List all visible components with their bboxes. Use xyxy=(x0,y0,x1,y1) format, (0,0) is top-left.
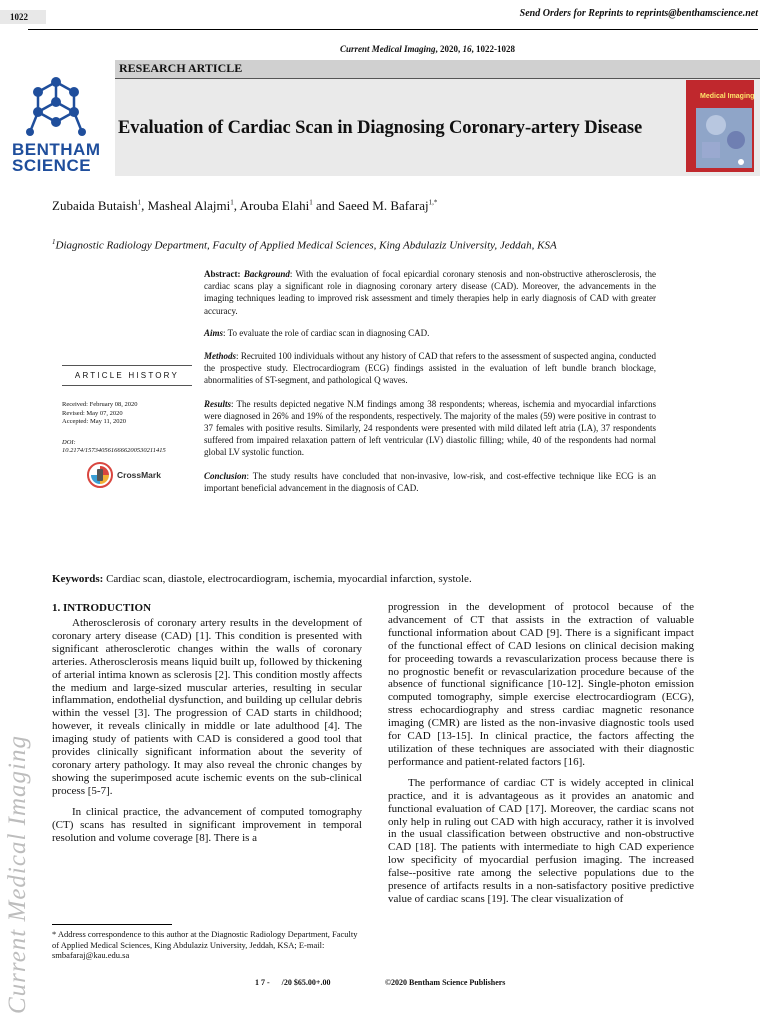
author-name: Saeed M. Bafaraj xyxy=(338,198,429,213)
journal-name: Current Medical Imaging xyxy=(340,44,436,54)
body-paragraph: progression in the development of protocol because of the advancement of CT that assists in the extraction of valuable functional information about CAD [9]. There is a significant impact of the functional effect of CAD lesions on clinical decision making for proceeding towards a revascularization process because there is no prognostic benefit or revascularization procedure because of the absence of functional significance [10-12]. Single-photon emission computed tomography, simple exercise electrocardiogram (ECG), stress echocardiography and stress cardiac magnetic resonance imaging (CMR) are listed as the non-invasive diagnostic tools used for CAD [13-15]. In clinical practice, the factors affecting the utilization of these techniques are associated with their diagnostic performance and patient-related factors [16]. xyxy=(388,601,694,768)
author-list xyxy=(52,198,437,214)
section-label: RESEARCH ARTICLE xyxy=(119,61,243,75)
body-paragraph: In clinical practice, the advancement of computed tomography (CT) scans has resulted in significant improvement in temporal resolution and volume coverage [8]. There is a xyxy=(52,805,362,844)
author-affiliation-marker: 1,* xyxy=(428,198,438,207)
revised-date: Revised: May 07, 2020 xyxy=(62,409,123,417)
author-separator: and xyxy=(312,198,339,213)
abstract-aims xyxy=(204,327,656,339)
body-paragraph: The performance of cardiac CT is widely accepted in clinical practice, and it is advantageous as it provides an anatomic and functional evaluation of CAD [17]. Moreover, the cardiac scans not only help in ruling out CAD with high accuracy, rather it is involved in the usual classification between obstructive and non-obstructive CAD [18]. The patients with intermediate to high CAD experience low specificity of myocardial perfusion imaging. The increased false--positive rate among the selective populations due to the presence of artifacts results in a non-satisfactory positive predictive value of cardiac scans [19]. The clear visualization of xyxy=(388,776,694,905)
abstract-background xyxy=(204,268,656,317)
history-bottom-rule xyxy=(62,385,192,386)
conclusion-label: Conclusion xyxy=(204,470,247,481)
methods-label: Methods xyxy=(204,351,237,362)
article-title: Evaluation of Cardiac Scan in Diagnosing Coronary-artery Disease xyxy=(118,118,643,138)
affiliation-marker: 1 xyxy=(52,238,56,246)
aims-text: : To evaluate the role of cardiac scan in diagnosing CAD. xyxy=(223,327,430,338)
affiliation xyxy=(52,238,557,252)
publisher-name xyxy=(12,142,101,174)
journal-citation xyxy=(340,44,515,54)
publisher-name-line2: SCIENCE xyxy=(12,156,92,175)
doi-label: DOI: xyxy=(62,438,76,446)
journal-pages: , 1022-1028 xyxy=(471,44,516,54)
crossmark-label: CrossMark xyxy=(117,469,161,480)
history-title: ARTICLE HISTORY xyxy=(74,371,180,380)
cover-journal-title: Medical Imaging xyxy=(700,93,754,100)
author-separator: , xyxy=(141,198,148,213)
received-date: Received: February 08, 2020 xyxy=(62,401,138,408)
publisher-name-line1: BENTHAM xyxy=(12,140,101,159)
author-name: Zubaida Butaish xyxy=(52,198,138,213)
methods-text: : Recruited 100 individuals without any history of CAD that refers to the assessment of suspected angina, conducted the prospective study. Electrocardiogram (ECG) findings assisted in the evaluation of left bundle branch blockage, abnormalities of ST-segment, and pathological Q waves. xyxy=(204,351,656,386)
keywords-label: Keywords: xyxy=(52,573,104,585)
body-column-left xyxy=(52,617,362,844)
author-separator: , xyxy=(233,198,240,213)
keywords xyxy=(52,573,472,585)
journal-year: , 2020, xyxy=(435,44,463,54)
affiliation-text: Diagnostic Radiology Department, Faculty of Applied Medical Sciences, King Abdulaziz University, Jeddah, KSA xyxy=(55,239,557,252)
author-affiliation-marker: 1 xyxy=(230,198,234,207)
correspondence-footnote: * Address correspondence to this author at the Diagnostic Radiology Department, Faculty of Applied Medical Sciences, King Abdulaziz University, Jeddah, KSA; E-mail: smbafaraj@kau.edu.sa xyxy=(52,929,358,960)
abstract-methods xyxy=(204,350,656,387)
author-name: Masheal Alajmi xyxy=(147,198,231,213)
aims-label: Aims xyxy=(204,327,224,338)
article-history-panel xyxy=(62,365,192,488)
results-label: Results xyxy=(204,398,232,409)
journal-volume: 16 xyxy=(462,44,472,54)
journal-watermark: Current Medical Imaging xyxy=(4,735,31,1014)
crossmark-badge[interactable] xyxy=(87,462,192,488)
copyright: ©2020 Bentham Science Publishers xyxy=(385,978,506,987)
molecule-logo-icon xyxy=(26,74,86,140)
author-name: Arouba Elahi xyxy=(239,198,310,213)
page-number: 1022 xyxy=(0,10,46,24)
body-column-right xyxy=(388,601,694,906)
article-price: 1 7 - /20 $65.00+.00 xyxy=(255,978,331,987)
body-paragraph: Atherosclerosis of coronary artery results in the development of coronary artery disease (CAD) [1]. This condition is presented with significant atherosclerotic changes within the walls of coronary arteries. Atherosclerosis means liquid built up, followed by thickening of arterial intima known as sclerosis [2]. This condition mostly affects the medium and large-sized muscular arteries, resulting in secular inflammation, endothelial dysfunction, and building up cellular debris within the vessel [3]. The progression of CAD starts in childhood; however, it reveals clinically in middle or late adulthood [4]. The imaging study of patients with CAD is considered a good tool that provides clinically significant information about the severity of coronary artery pathology. It may also reveal the chronic changes by showing the superimposed acute ischemic events on the sub-clinical process [5-7]. xyxy=(52,617,362,797)
accepted-date: Accepted: May 11, 2020 xyxy=(62,418,127,425)
abstract-label: Abstract: xyxy=(204,269,244,279)
keywords-text: Cardiac scan, diastole, electrocardiogram, ischemia, myocardial infarction, systole. xyxy=(103,573,472,585)
conclusion-text: : The study results have concluded that non-invasive, low-risk, and cost-effective technique like ECG is an important beneficial advancement in the diagnosis of CAD. xyxy=(204,470,656,493)
author-affiliation-marker: 1 xyxy=(309,198,313,207)
top-rule xyxy=(28,29,758,30)
footnote-rule xyxy=(52,924,172,925)
doi-link[interactable]: 10.2174/1573405616666200530211415 xyxy=(62,447,166,454)
background-label: Background xyxy=(243,269,290,279)
author-affiliation-marker: 1 xyxy=(137,198,142,207)
results-text: : The results depicted negative N.M findings among 38 respondents; whereas, ischemia and myocardial infarctions were diagnosed in 26% and 19% of the respondents, respectively. The majority of the males (59) were positive in contrast to 37 females with positive results. Similarly, 24 respondents were presented with mild dilated left atria (LA), 37 respondents suffered from impaired relaxation pattern of left ventricular (LV) diastolic filling; while, 40 of the respondents had normal global LV systolic function. xyxy=(204,398,656,458)
crossmark-icon xyxy=(87,462,113,488)
abstract-results xyxy=(204,398,656,459)
journal-cover-thumbnail xyxy=(686,80,754,172)
doi xyxy=(62,439,192,456)
background-text: : With the evaluation of focal epicardial coronary stenosis and non-obstructive atherosclerosis, the cardiac scans play a significant role in diagnosing coronary artery disease (CAD). Moreover, the advancements in the imaging techniques leading to improved risk assessment and timely therapies help in early diagnosis of CAD with greater accuracy. xyxy=(204,269,656,316)
section-heading-introduction: 1. INTRODUCTION xyxy=(52,602,152,614)
history-dates xyxy=(62,401,192,427)
reprints-notice: Send Orders for Reprints to reprints@benthamscience.net xyxy=(519,8,758,19)
abstract-conclusion xyxy=(204,470,656,494)
abstract xyxy=(204,268,656,494)
